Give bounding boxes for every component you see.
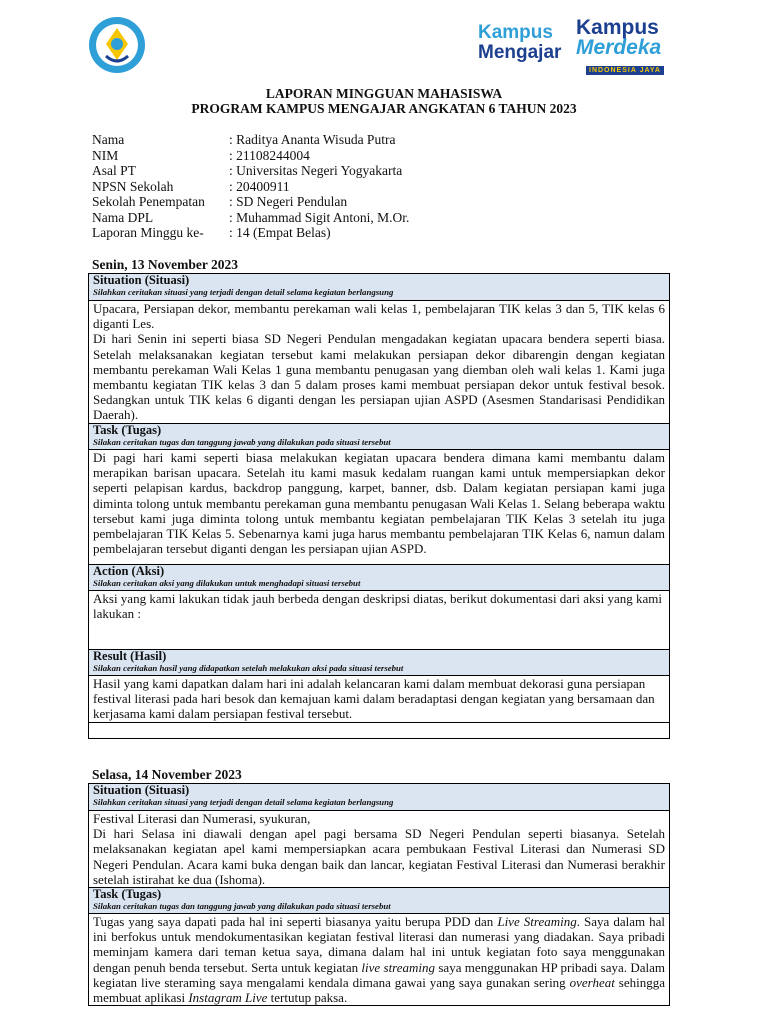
kampus-logos xyxy=(478,18,674,76)
action-header xyxy=(89,565,670,591)
info-value: : Universitas Negeri Yogyakarta xyxy=(229,163,403,178)
task-text-part: saya menggunakan HP pribadi saya. Dalam kegiatan live steraming saya mengalami kendala dimana gawai yang saya gunakan sering xyxy=(93,959,666,990)
result-header xyxy=(89,650,670,676)
situation-detail: Di hari Senin ini seperti biasa SD Negeri Pendulan mengadakan kegiatan upacara bendera seperti biasa. Setelah melaksanakan kegiatan tersebut kami melakukan persiapan dekor dibarengin dengan kegiatan membantu perekaman Wali Kelas 1 guna membantu penugasan yang diemban oleh wali kelas 1. Kami juga membantu kegiatan TIK kelas 3 dan 5 dalam proses kami membuat persiapan dekor untuk festival besok. Sedangkan untuk TIK kelas 6 diganti dengan les persiapan ujian ASPD (Asesmen Standarisasi Pendidikan Daerah). xyxy=(93,331,665,423)
situation-body xyxy=(89,811,670,888)
info-row xyxy=(92,210,409,226)
info-row xyxy=(92,148,409,164)
result-body xyxy=(89,676,670,723)
task-text-part: Tugas yang saya dapati pada hal ini seperti biasanya yaitu berupa PDD dan xyxy=(93,914,498,930)
task-text-part: tertutup paksa. xyxy=(267,990,348,1006)
task-text-italic: overheat xyxy=(569,974,615,990)
empty-row xyxy=(89,723,670,739)
info-label: Nama DPL xyxy=(92,209,154,225)
tut-wuri-handayani-logo xyxy=(88,16,146,74)
task-text xyxy=(93,914,665,1005)
kampus-mengajar-logo-line1: Kampus xyxy=(478,22,553,43)
info-label: NPSN Sekolah xyxy=(92,178,174,194)
indonesia-jaya-tag: INDONESIA JAYA xyxy=(586,66,664,75)
report-title-line1: LAPORAN MINGGUAN MAHASISWA xyxy=(265,86,503,101)
task-title: Task (Tugas) xyxy=(93,423,162,437)
info-label: Laporan Minggu ke- xyxy=(92,225,204,240)
info-label: Sekolah Penempatan xyxy=(92,194,205,209)
situation-body xyxy=(89,301,670,424)
info-value: : Raditya Ananta Wisuda Putra xyxy=(229,132,396,147)
situation-subtitle: Silahkan ceritakan situasi yang terjadi dengan detail selama kegiatan berlangsung xyxy=(93,287,394,297)
star-table-tuesday xyxy=(88,783,670,1006)
info-value: : 21108244004 xyxy=(229,147,310,163)
info-value: : Muhammad Sigit Antoni, M.Or. xyxy=(229,209,410,225)
info-value: : 20400911 xyxy=(229,178,290,194)
info-value: : SD Negeri Pendulan xyxy=(229,194,348,209)
task-header xyxy=(89,888,670,914)
report-title xyxy=(0,86,768,116)
result-text: Hasil yang kami dapatkan dalam hari ini adalah kelancaran kami dalam membuat dekorasi guna persiapan festival literasi pada hari besok dan kemajuan kami dalam beradaptasi dengan kegiatan yang bersamaan dan kerjasama kami dalam persiapan festival tersebut. xyxy=(93,676,655,722)
task-text-italic: live streaming xyxy=(361,959,436,975)
situation-subtitle: Silahkan ceritakan situasi yang terjadi dengan detail selama kegiatan berlangsung xyxy=(93,797,394,807)
task-body xyxy=(89,914,670,1006)
task-text-italic: Live Streaming xyxy=(497,914,577,930)
info-label: NIM xyxy=(92,147,119,163)
task-header xyxy=(89,424,670,450)
day-heading-monday: Senin, 13 November 2023 xyxy=(92,257,239,272)
info-value: : 14 (Empat Belas) xyxy=(229,225,331,240)
task-text-part: . Saya dalam hal ini berfokus untuk mendokumentasikan kegiatan festival literasi dan numerasi yang diadakan. Saya pribadi meminjam kamera dari teman ketua saya, dimana dalam hal ini untuk kegiatan foto saya menggunakan dengan penuh benda tersebut. Serta untuk kegiatan xyxy=(93,914,666,975)
result-subtitle: Silakan ceritakan hasil yang didapatkan setelah melakukan aksi pada situasi tersebut xyxy=(93,663,404,673)
kampus-merdeka-logo-line2: Merdeka xyxy=(576,36,662,59)
situation-header xyxy=(89,784,670,811)
action-subtitle: Silakan ceritakan aksi yang dilakukan untuk menghadapi situasi tersebut xyxy=(93,578,361,588)
star-table-monday xyxy=(88,273,670,739)
info-row xyxy=(92,132,409,148)
situation-title: Situation (Situasi) xyxy=(93,783,190,797)
info-row xyxy=(92,194,409,210)
situation-title: Situation (Situasi) xyxy=(93,273,190,287)
info-label: Asal PT xyxy=(92,163,136,178)
task-subtitle: Silakan ceritakan tugas dan tanggung jawab yang dilakukan pada situasi tersebut xyxy=(93,901,391,912)
situation-detail: Di hari Selasa ini diawali dengan apel pagi bersama SD Negeri Pendulan seperti biasanya. Setelah melaksanakan kegiatan apel kami mempersiapkan acara pembukaan Festival Literasi dan Numerasi SD Negeri Pendulan. Acara kami buka dengan baik dan lancar, kegiatan Festival Literasi dan Numerasi berakhir setelah istirahat ke dua (Ishoma). xyxy=(93,826,665,887)
task-text: Di pagi hari kami seperti biasa melakukan kegiatan upacara bendera dimana kami membantu dalam merapikan barisan upacara. Setelah itu kami masuk kedalam ruangan kami untuk mempersiapkan dekor seperti pelapisan kardus, backdrop panggung, karpet, banner, dsb. Dalam kegiatan persiapan kami juga diminta tolong untuk membantu perekaman guna membantu penugasan Wali Kelas 1. Selang beberapa waktu tersebut kami juga diminta tolong untuk membantu kegiatan pembelajaran TIK Kelas 3 setelah itu juga pembelajaran TIK Kelas 5. Sebenarnya kami juga harus membantu pembelajaran TIK Kelas 6, namun dalam pembelajaran tersebut diganti dengan les persiapan ujian ASPD. xyxy=(93,450,665,557)
action-text: Aksi yang kami lakukan tidak jauh berbeda dengan deskripsi diatas, berikut dokumentasi dari aksi yang kami lakukan : xyxy=(93,591,662,622)
info-row xyxy=(92,225,409,241)
task-text-italic: Instagram Live xyxy=(188,990,268,1006)
result-title: Result (Hasil) xyxy=(93,649,167,663)
action-title: Action (Aksi) xyxy=(93,564,165,578)
situation-summary: Upacara, Persiapan dekor, membantu perekaman wali kelas 1, pembelajaran TIK kelas 3 dan 5, TIK kelas 6 diganti Les. xyxy=(93,301,665,332)
info-row xyxy=(92,179,409,195)
kampus-merdeka-logo-line1: Kampus xyxy=(576,16,659,39)
situation-header xyxy=(89,274,670,301)
report-title-line2: PROGRAM KAMPUS MENGAJAR ANGKATAN 6 TAHUN 2023 xyxy=(191,101,577,116)
kampus-mengajar-logo-line2: Mengajar xyxy=(478,42,562,63)
task-title: Task (Tugas) xyxy=(93,887,162,902)
day-heading-tuesday: Selasa, 14 November 2023 xyxy=(92,767,242,782)
action-body xyxy=(89,591,670,650)
situation-summary: Festival Literasi dan Numerasi, syukuran, xyxy=(93,811,311,826)
info-label: Nama xyxy=(92,132,125,147)
task-body xyxy=(89,450,670,565)
task-text-part: sehingga membuat aplikasi xyxy=(93,974,665,1006)
info-row xyxy=(92,163,409,179)
task-subtitle: Silakan ceritakan tugas dan tanggung jawab yang dilakukan pada situasi tersebut xyxy=(93,437,391,447)
student-info xyxy=(92,132,409,241)
